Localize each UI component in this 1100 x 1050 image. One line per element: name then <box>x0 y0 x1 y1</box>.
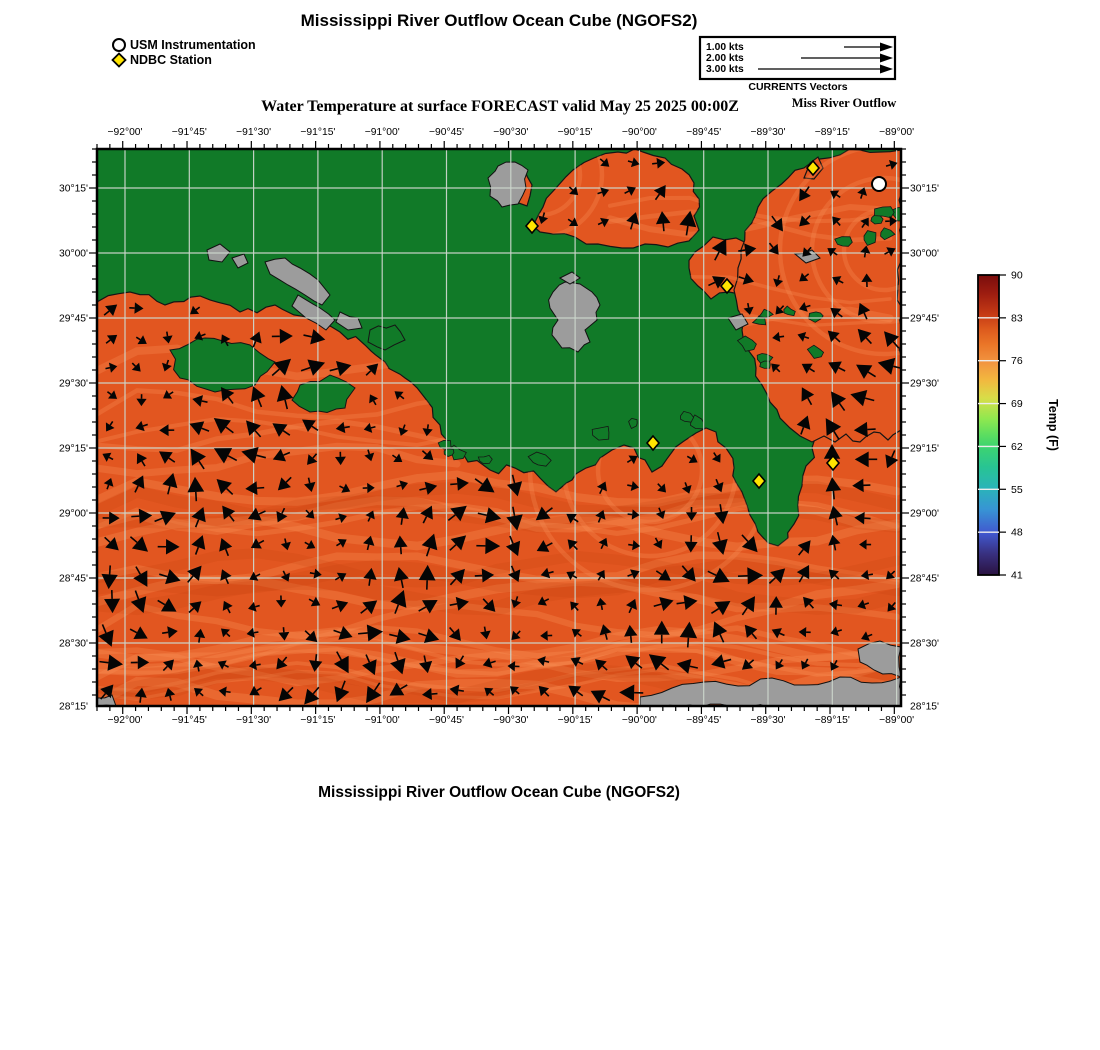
lat-tick-label: 30°15' <box>910 183 939 195</box>
colorbar-tick-label: 48 <box>1011 526 1023 539</box>
lon-tick-label: −90°15' <box>557 715 593 726</box>
lon-tick-label: −90°00' <box>621 127 657 138</box>
lon-tick-label: −90°45' <box>428 715 465 726</box>
bottom-title: Mississippi River Outflow Ocean Cube (NGOFS2) <box>318 784 680 801</box>
legend-usm-label: USM Instrumentation <box>130 38 256 52</box>
colorbar-tick-label: 90 <box>1011 269 1023 282</box>
usm-station-marker <box>872 177 886 191</box>
currents-vectors-caption: CURRENTS Vectors <box>748 81 848 93</box>
lon-tick-label: −92°00' <box>107 127 143 138</box>
colorbar <box>978 270 1060 582</box>
lon-tick-label: −90°30' <box>493 715 529 726</box>
lat-tick-label: 29°15' <box>910 443 939 455</box>
usm-marker-icon <box>111 37 127 53</box>
lon-tick-label: −91°15' <box>300 127 336 138</box>
lon-tick-label: −89°00' <box>879 127 915 138</box>
lon-tick-label: −91°45' <box>171 127 207 138</box>
lon-tick-label: −90°00' <box>621 715 657 726</box>
forecast-subtitle: Water Temperature at surface FORECAST valid May 25 2025 00:00Z <box>261 98 739 115</box>
lon-tick-label: −90°45' <box>428 127 465 138</box>
lon-tick-label: −91°30' <box>236 715 272 726</box>
currents-legend-row-label: 2.00 kts <box>706 53 744 64</box>
lat-tick-label: 28°15' <box>910 701 939 713</box>
colorbar-tick-label: 41 <box>1011 569 1023 582</box>
map-area <box>97 113 988 709</box>
lat-tick-label: 28°30' <box>910 638 939 650</box>
colorbar-tick-label: 69 <box>1011 398 1023 411</box>
lat-tick-label: 28°30' <box>59 638 88 650</box>
currents-legend-row-label: 3.00 kts <box>706 64 744 75</box>
lon-tick-label: −89°30' <box>750 715 786 726</box>
lat-tick-label: 29°45' <box>910 313 939 325</box>
colorbar-tick-label: 55 <box>1011 483 1023 496</box>
region-label: Miss River Outflow <box>791 96 897 110</box>
legend-ndbc-label: NDBC Station <box>130 53 212 67</box>
lat-tick-label: 29°30' <box>910 378 939 390</box>
currents-legend-row-label: 1.00 kts <box>706 42 744 53</box>
lat-tick-label: 30°00' <box>910 248 939 260</box>
lon-tick-label: −90°15' <box>557 127 593 138</box>
page-title: Mississippi River Outflow Ocean Cube (NGOFS2) <box>300 11 698 30</box>
lat-tick-label: 28°15' <box>59 701 88 713</box>
lon-tick-label: −91°00' <box>364 127 400 138</box>
lon-tick-label: −89°15' <box>814 127 850 138</box>
lat-tick-label: 28°45' <box>59 573 88 585</box>
colorbar-tick-label: 83 <box>1011 312 1023 325</box>
lon-tick-label: −89°45' <box>686 715 722 726</box>
currents-legend-box <box>700 37 895 79</box>
lon-tick-label: −91°00' <box>364 715 400 726</box>
colorbar-tick-label: 76 <box>1011 355 1023 368</box>
lat-tick-label: 30°00' <box>59 248 88 260</box>
lat-tick-label: 30°15' <box>59 183 88 195</box>
lat-tick-label: 29°30' <box>59 378 88 390</box>
lat-tick-label: 28°45' <box>910 573 939 585</box>
lon-tick-label: −89°15' <box>814 715 850 726</box>
lat-tick-label: 29°15' <box>59 443 88 455</box>
lat-tick-label: 29°45' <box>59 313 88 325</box>
lon-tick-label: −89°45' <box>686 127 722 138</box>
lon-tick-label: −89°30' <box>750 127 786 138</box>
colorbar-axis-label: Temp (F) <box>1046 399 1060 451</box>
lat-tick-label: 29°00' <box>59 508 88 520</box>
colorbar-tick-label: 62 <box>1011 440 1023 453</box>
lat-tick-label: 29°00' <box>910 508 939 520</box>
lon-tick-label: −91°45' <box>171 715 207 726</box>
ndbc-marker-icon <box>111 52 127 68</box>
lon-tick-label: −90°30' <box>493 127 529 138</box>
lon-tick-label: −89°00' <box>879 715 915 726</box>
lon-tick-label: −91°15' <box>300 715 336 726</box>
lon-tick-label: −91°30' <box>236 127 272 138</box>
lon-tick-label: −92°00' <box>107 715 143 726</box>
